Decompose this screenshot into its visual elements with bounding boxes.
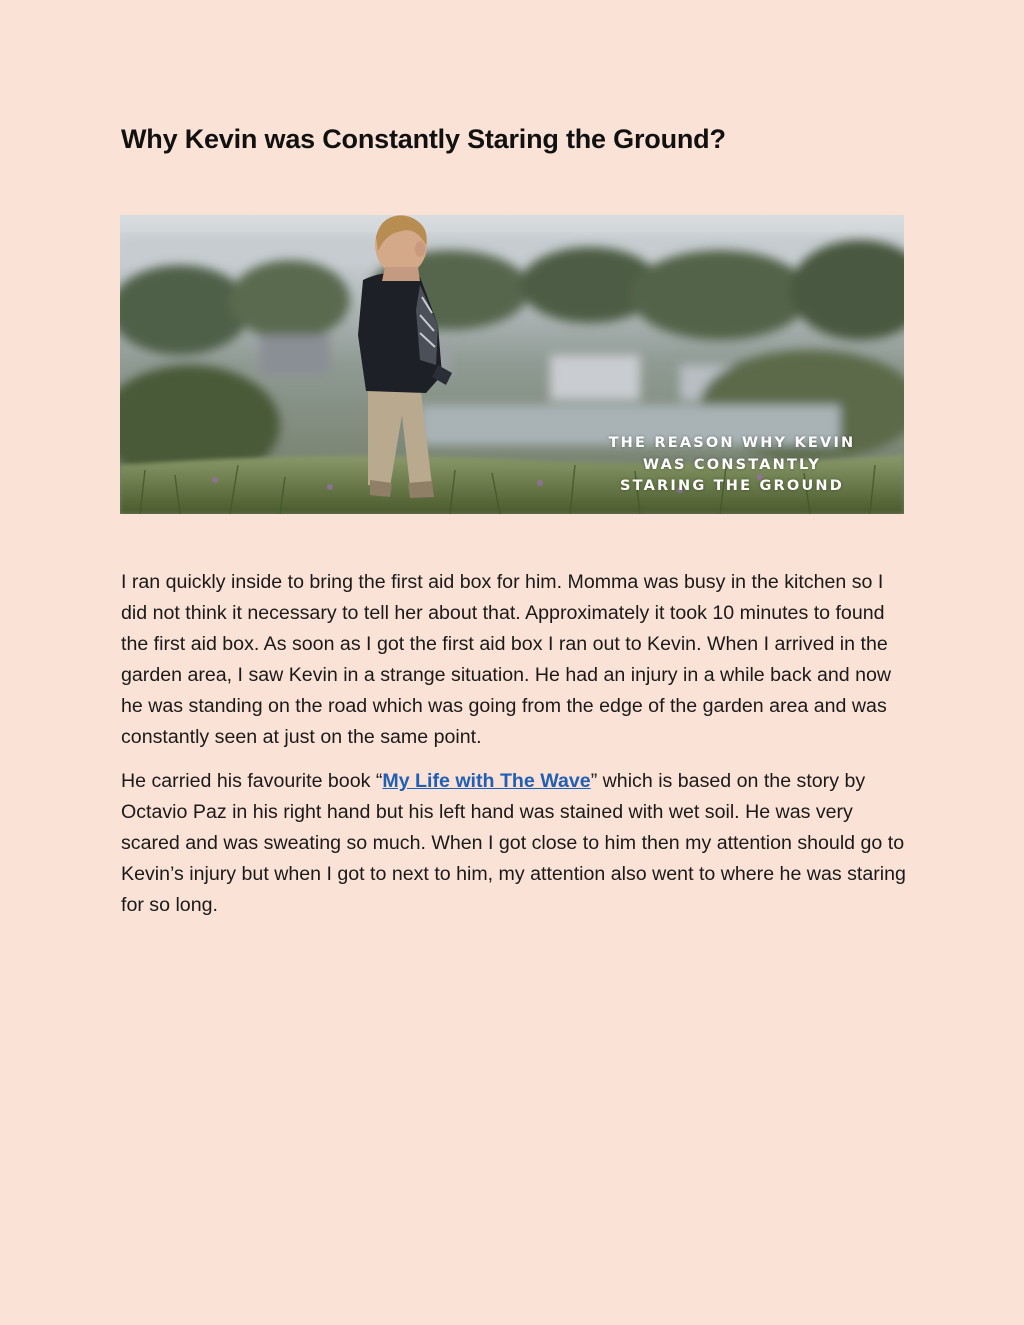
article-title: Why Kevin was Constantly Staring the Ground? [121, 124, 726, 154]
paragraph-book-lead: He carried his favourite book “ [121, 770, 383, 792]
article-body [121, 567, 911, 934]
hero-image [120, 215, 904, 514]
paragraph-first-aid: I ran quickly inside to bring the first aid box for him. Momma was busy in the kitchen so I did not think it necessary to tell her about that. Approximately it took 10 minutes to found the first aid box. As soon as I got the first aid box I ran out to Kevin. When I arrived in the garden area, I saw Kevin in a strange situation. He had an injury in a while back and now he was standing on the road which was going from the edge of the garden area and was constantly seen at just on the same point. [121, 571, 892, 748]
hero-caption-line: WAS CONSTANTLY [643, 456, 821, 473]
hero-caption-line: THE REASON WHY KEVIN [608, 435, 856, 451]
book-link[interactable]: My Life with The Wave [382, 770, 591, 792]
hero-caption [592, 433, 872, 498]
paragraph-book-rest: ” which is based on the story by Octavio Paz in his right hand but his left hand was stained with wet soil. He was very scared and was sweating so much. When I got close to him then my attention should go to Kevin’s injury but when I got to next to him, my attention also went to where he was staring for so long. [121, 770, 906, 916]
hero-caption-line: STARING THE GROUND [620, 478, 844, 494]
paragraph-book [121, 766, 911, 921]
